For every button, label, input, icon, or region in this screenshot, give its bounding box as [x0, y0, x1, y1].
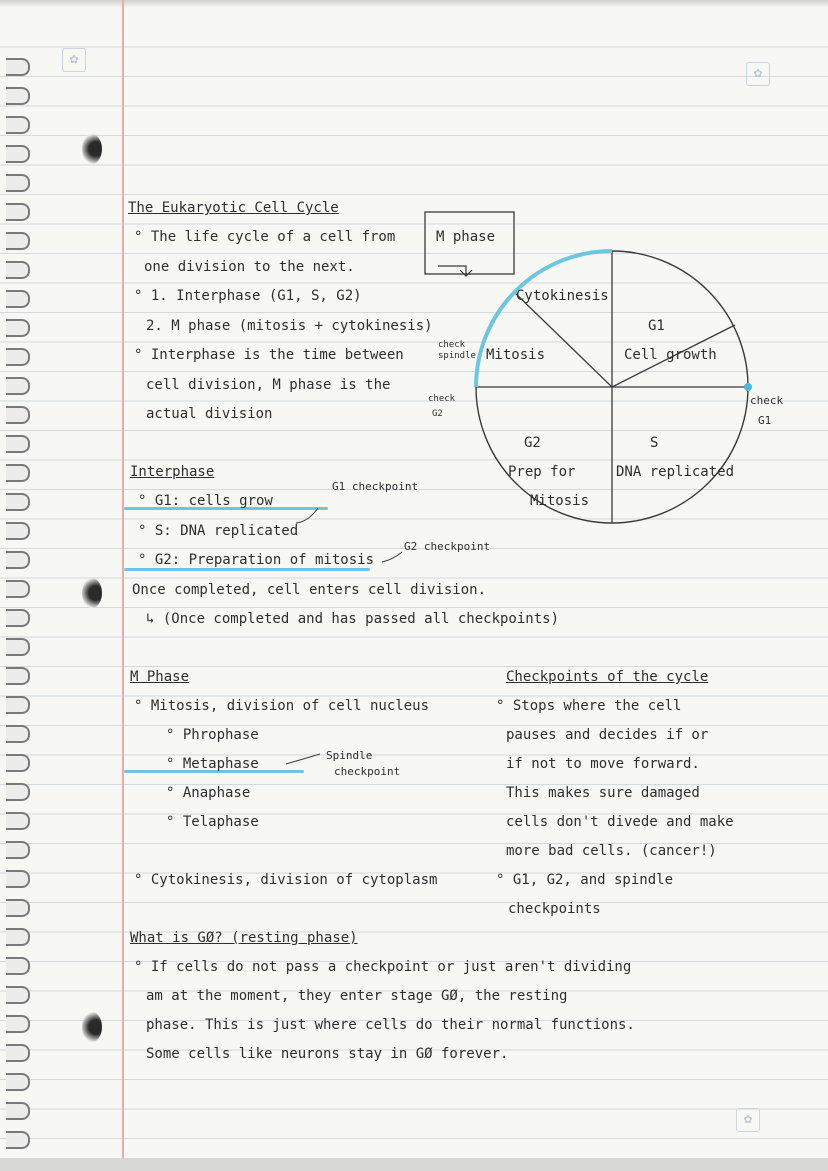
g1-checkpoint-label: G1 — [758, 414, 772, 427]
spindle-checkpoint-label: check — [438, 340, 466, 350]
cycle-divider-mitosis — [514, 292, 612, 387]
checkpoints-line: ° Stops where the cell — [496, 698, 682, 714]
m-phase-cytokinesis: ° Cytokinesis, division of cytoplasm — [134, 872, 438, 888]
spindle-checkpoint-pointer — [286, 754, 320, 764]
mitosis-stage: ° Anaphase — [166, 785, 251, 801]
intro-line: ° The life cycle of a cell from — [134, 229, 396, 245]
sector-mitosis: Mitosis — [486, 347, 546, 363]
g0-line: am at the moment, they enter stage GØ, the resting — [146, 988, 568, 1004]
checkpoints-line: if not to move forward. — [506, 756, 700, 772]
g0-line: ° If cells do not pass a checkpoint or just aren't dividing — [134, 959, 632, 975]
spindle-checkpoint-note: checkpoint — [334, 765, 401, 778]
g2-checkpoint-note: G2 checkpoint — [404, 540, 491, 553]
g1-checkpoint-label: check — [750, 394, 784, 407]
mitosis-stage: ° Metaphase — [166, 756, 259, 772]
page-title: The Eukaryotic Cell Cycle — [128, 200, 339, 216]
sector-g1: G1 — [648, 318, 665, 334]
sector-g2-desc: Prep for — [508, 464, 576, 480]
notebook-logo-icon: ✿ — [736, 1108, 760, 1132]
interphase-once: Once completed, cell enters cell division. — [132, 582, 487, 598]
g0-line: Some cells like neurons stay in GØ forever. — [146, 1046, 509, 1062]
interphase-heading: Interphase — [130, 464, 215, 480]
m-phase-heading: M Phase — [130, 669, 190, 685]
notebook-logo-icon: ✿ — [62, 48, 86, 72]
interphase-g1: ° G1: cells grow — [138, 493, 273, 509]
sector-cytokinesis: Cytokinesis — [516, 288, 609, 304]
spindle-checkpoint-label: spindle — [438, 351, 476, 361]
interphase-g2: ° G2: Preparation of mitosis — [138, 552, 375, 568]
sector-g2: G2 — [524, 435, 541, 451]
checkpoints-line: ° G1, G2, and spindle — [496, 872, 674, 888]
interphase-once: ↳ (Once completed and has passed all checkpoints) — [146, 611, 560, 627]
intro-line: ° 1. Interphase (G1, S, G2) — [134, 288, 362, 304]
notebook-logo-icon: ✿ — [746, 62, 770, 86]
sector-s-desc: DNA replicated — [616, 464, 735, 480]
g2-checkpoint-pointer — [382, 552, 402, 562]
g0-heading: What is GØ? (resting phase) — [130, 930, 358, 946]
sector-g1-desc: Cell growth — [624, 347, 717, 363]
m-phase-mitosis: ° Mitosis, division of cell nucleus — [134, 698, 430, 714]
g2-checkpoint-label: G2 — [432, 409, 443, 419]
interphase-s: ° S: DNA replicated — [138, 523, 299, 539]
intro-line: 2. M phase (mitosis + cytokinesis) — [146, 318, 433, 334]
checkpoints-line: checkpoints — [508, 901, 601, 917]
intro-line: ° Interphase is the time between — [134, 347, 404, 363]
g2-checkpoint-label: check — [428, 394, 456, 404]
checkpoints-heading: Checkpoints of the cycle — [506, 669, 709, 685]
m-phase-label: M phase — [436, 229, 496, 245]
mitosis-stage: ° Phrophase — [166, 727, 259, 743]
checkpoints-line: pauses and decides if or — [506, 727, 709, 743]
g1-checkpoint-note: G1 checkpoint — [332, 480, 419, 493]
spindle-checkpoint-note: Spindle — [326, 749, 373, 762]
g1-checkpoint-dot — [744, 383, 752, 391]
sector-s: S — [650, 435, 659, 451]
checkpoints-line: more bad cells. (cancer!) — [506, 843, 717, 859]
g0-line: phase. This is just where cells do their normal functions. — [146, 1017, 635, 1033]
checkpoints-line: cells don't divede and make — [506, 814, 734, 830]
intro-line: cell division, M phase is the — [146, 377, 391, 393]
intro-line: one division to the next. — [144, 259, 355, 275]
sector-g2-desc: Mitosis — [530, 493, 590, 509]
g1-checkpoint-pointer — [296, 508, 318, 523]
mitosis-stage: ° Telaphase — [166, 814, 259, 830]
intro-line: actual division — [146, 406, 273, 422]
checkpoints-line: This makes sure damaged — [506, 785, 700, 801]
